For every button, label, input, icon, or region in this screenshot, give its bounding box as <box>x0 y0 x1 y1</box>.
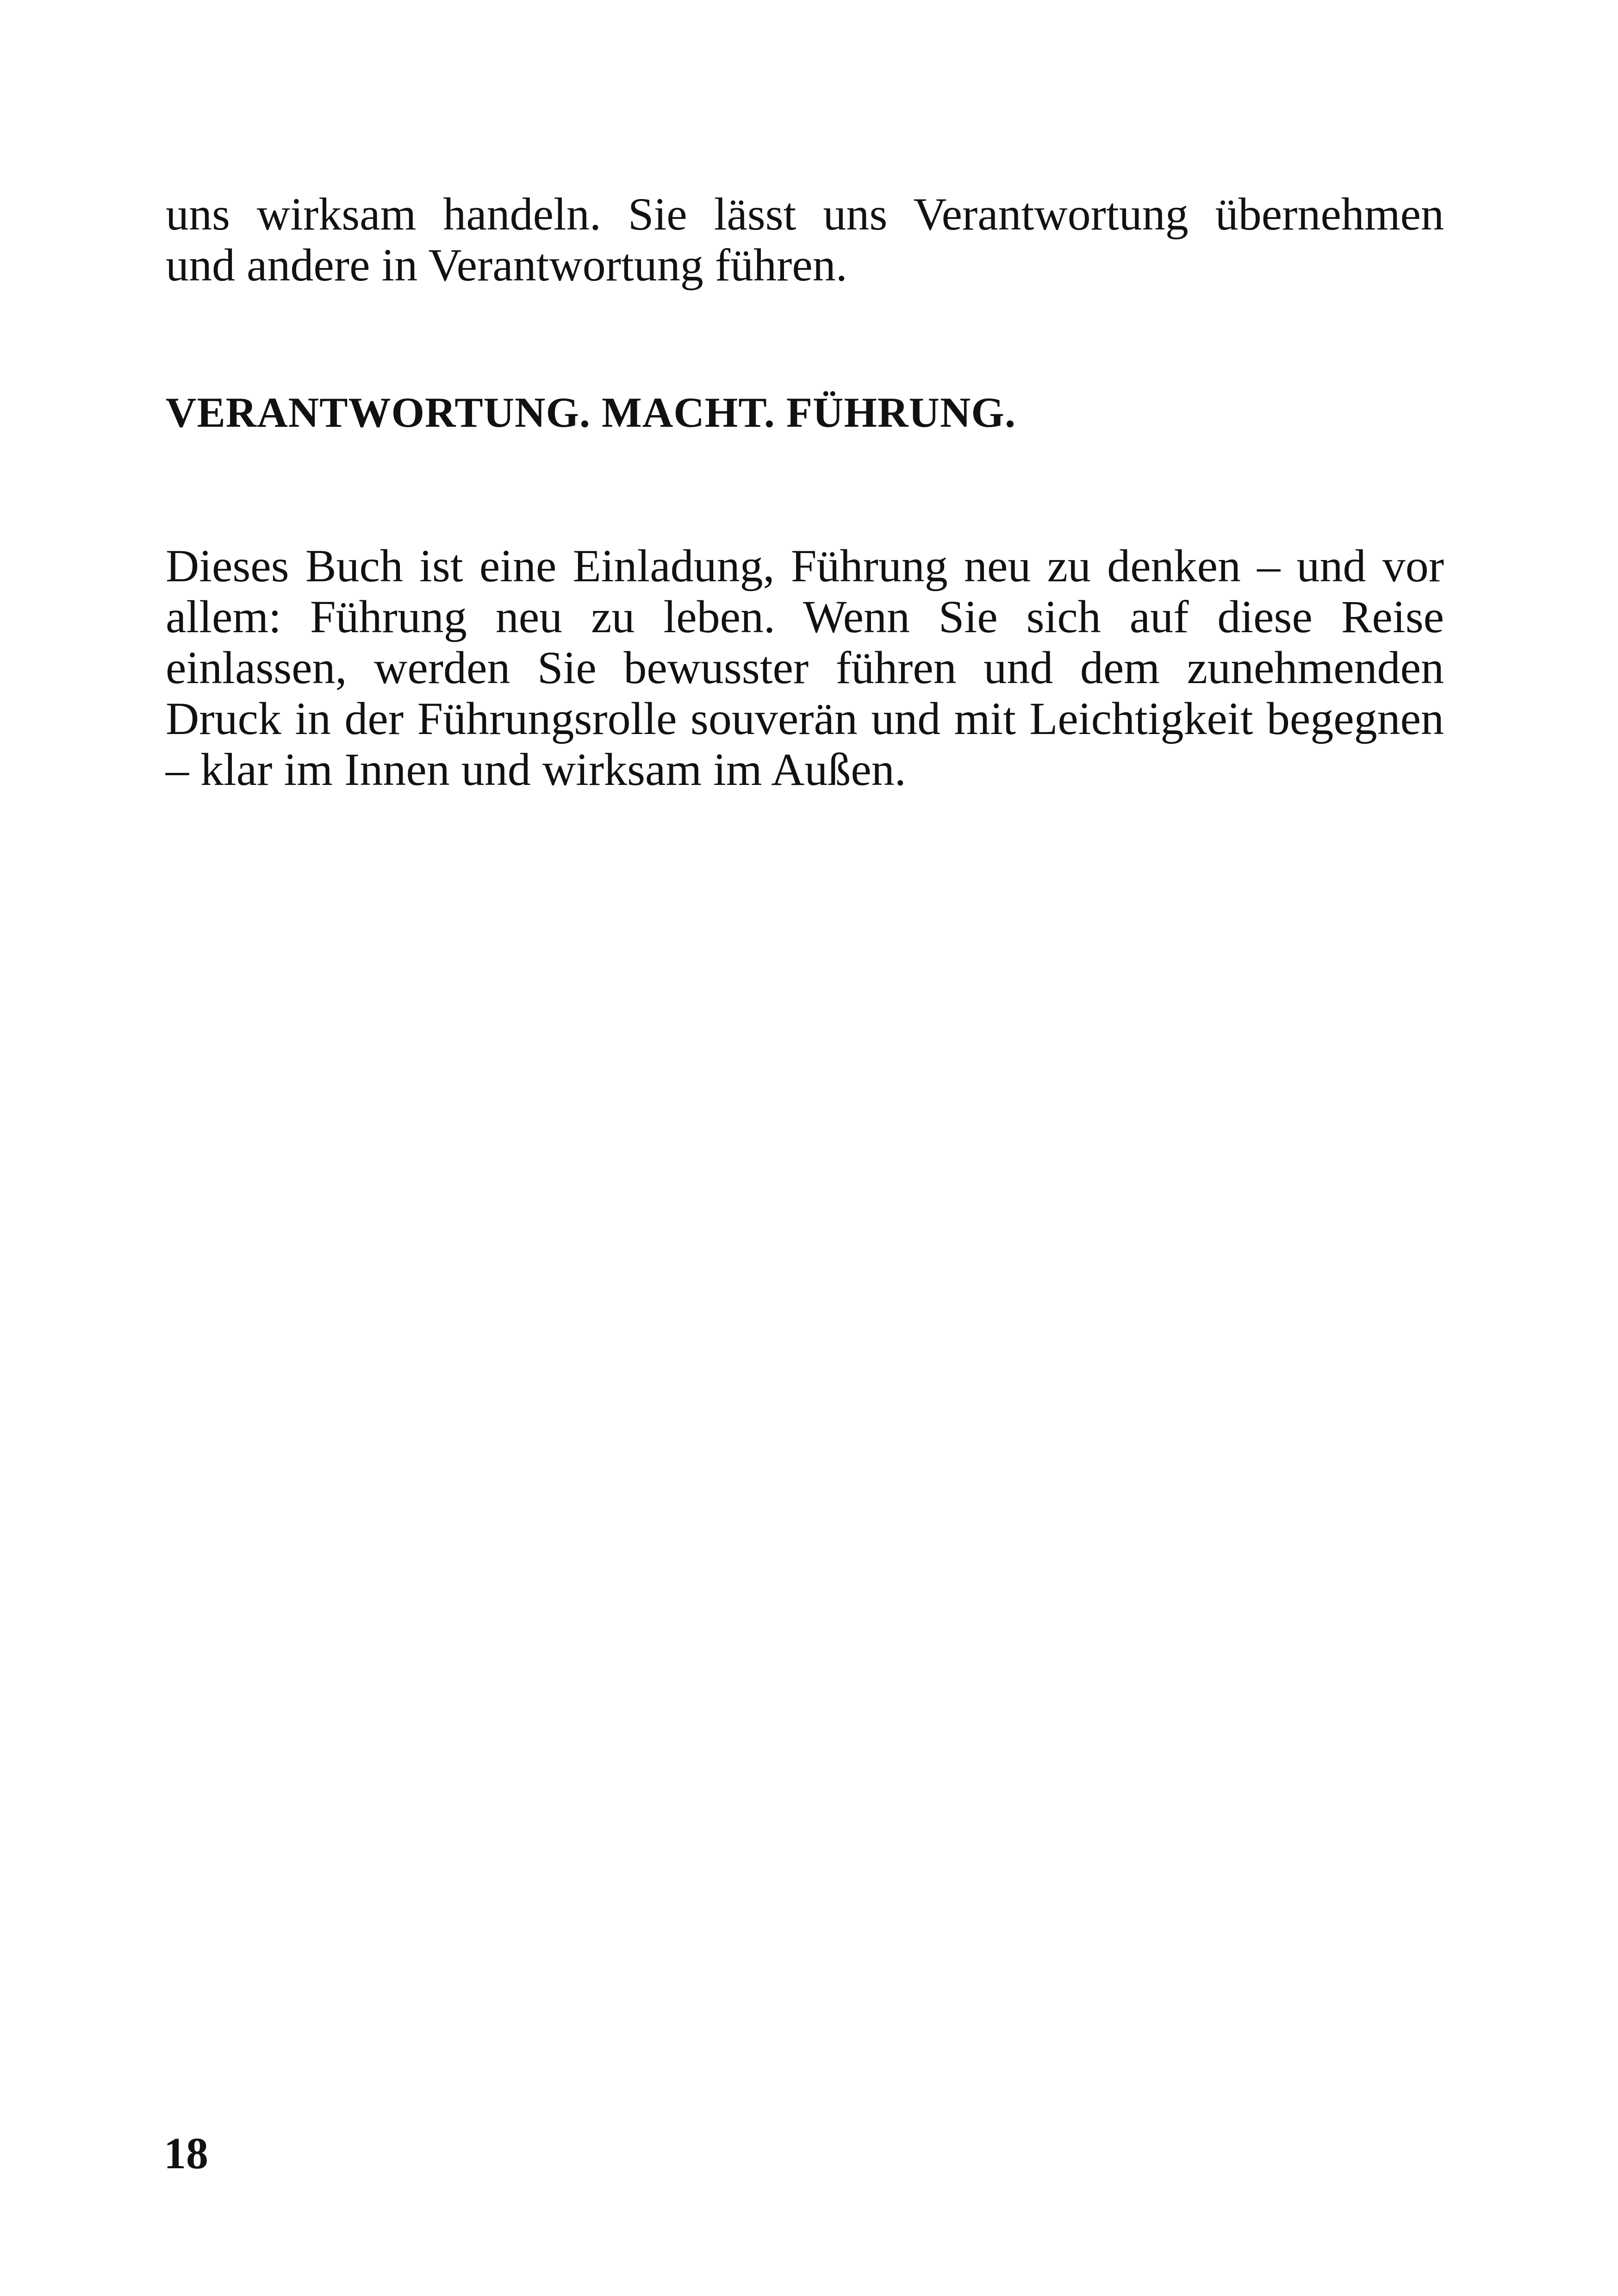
text-line: und andere in Verantwortung führen. <box>166 239 847 291</box>
text-line: Dieses Buch ist eine Einladung, Führung neu zu denken – und vor <box>166 540 1444 591</box>
body-paragraph-continued <box>166 189 1444 291</box>
body-paragraph <box>166 541 1444 795</box>
page-number: 18 <box>164 2128 208 2178</box>
text-line: einlassen, werden Sie bewusster führen und dem zunehmenden <box>166 642 1444 693</box>
text-line: allem: Führung neu zu leben. Wenn Sie sich auf diese Reise <box>166 591 1444 642</box>
text-line: – klar im Innen und wirksam im Außen. <box>166 744 906 795</box>
text-line: Druck in der Führungsrolle souverän und mit Leichtigkeit begegnen <box>166 693 1444 744</box>
text-line: uns wirksam handeln. Sie lässt uns Verantwortung übernehmen <box>166 188 1444 240</box>
section-heading: VERANTWORTUNG. MACHT. FÜHRUNG. <box>166 389 1016 436</box>
